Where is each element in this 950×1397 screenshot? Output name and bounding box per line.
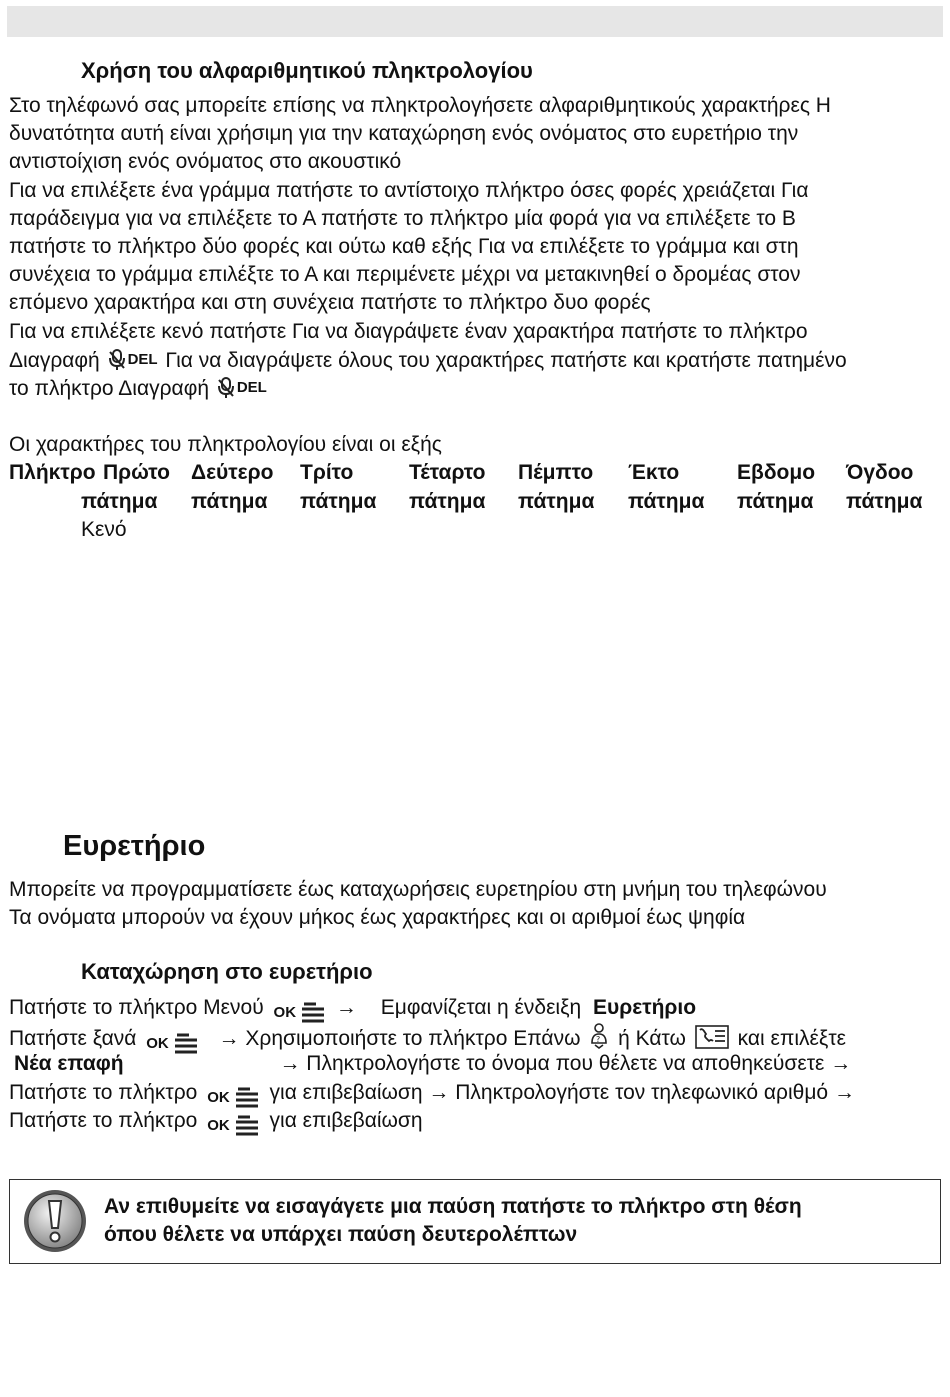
table-cell-space: Κενό — [81, 518, 127, 541]
ok-label: OK — [146, 1035, 169, 1052]
para1-line3: αντιστοίχιση ενός ονόματος στο ακουστικό — [9, 150, 402, 173]
para1-line2: δυνατότητα αυτή είναι χρήσιμη για την καταχώρηση ενός ονόματος στο ευρετήριο την — [9, 122, 799, 145]
para3-line2 — [9, 347, 847, 374]
del-key-label: DEL — [236, 379, 267, 396]
para3-line2-end: Για να διαγράψετε όλους του χαρακτήρες πατήστε και κρατήστε πατημένο — [165, 349, 847, 372]
step-5 — [9, 1108, 423, 1139]
step-2-text-c: ή Κάτω — [618, 1027, 686, 1050]
step-3-text: Πληκτρολογήστε το όνομα που θέλετε να αποθηκεύσετε — [306, 1052, 825, 1075]
table-header-sixth: Έκτο — [628, 461, 680, 484]
step-4-text: Πατήστε το πλήκτρο — [9, 1081, 198, 1104]
step-4-text-c: Πληκτρολογήστε τον τηλεφωνικό αριθμό — [455, 1081, 829, 1104]
table-header-press: πάτημα — [409, 490, 486, 513]
para2-line1: Για να επιλέξετε ένα γράμμα πατήστε το αντίστοιχο πλήκτρο όσες φορές χρειάζεται Για — [9, 179, 809, 202]
table-header-press: πάτημα — [846, 490, 923, 513]
del-key-icon — [217, 375, 267, 401]
para2-line4: συνέχεια το γράμμα επιλέξτε το Α και περιμένετε μέχρι να μετακινηθεί ο δρομέας στον — [9, 263, 801, 286]
del-key-label: DEL — [127, 351, 158, 368]
step-4 — [9, 1080, 855, 1111]
table-intro: Οι χαρακτήρες του πληκτρολογίου είναι οι εξής — [9, 433, 442, 456]
table-header-eighth: Όγδοο — [846, 461, 914, 484]
table-header-press: πάτημα — [628, 490, 705, 513]
del-key-icon — [108, 347, 158, 373]
para3-line2-start: Διαγραφή — [9, 349, 100, 372]
table-header-key: Πλήκτρο — [9, 461, 96, 484]
step-2-text: Πατήστε ξανά — [9, 1027, 137, 1050]
table-header-press: πάτημα — [81, 490, 158, 513]
table-header-second: Δεύτερο — [191, 461, 274, 484]
step-3 — [9, 1051, 851, 1077]
table-header-fifth: Πέμπτο — [518, 461, 594, 484]
svg-text:?: ? — [596, 1035, 601, 1044]
step-1-text-b: Εμφανίζεται η ένδειξη — [380, 996, 582, 1019]
ok-label: OK — [273, 1004, 297, 1021]
table-header-press: πάτημα — [518, 490, 595, 513]
arrow-icon: → — [335, 996, 357, 1019]
phonebook-entry-heading: Καταχώρηση στο ευρετήριο — [81, 959, 373, 984]
step-1 — [9, 995, 696, 1026]
keyboard-heading: Χρήση του αλφαριθμητικού πληκτρολογίου — [81, 58, 533, 83]
ok-label: OK — [207, 1089, 230, 1106]
para2-line2: παράδειγμα για να επιλέξετε το Α πατήστε το πλήκτρο μία φορά για να επιλέξετε το Β — [9, 207, 796, 230]
top-header-bar — [7, 6, 943, 37]
arrow-icon: → — [428, 1081, 450, 1104]
ok-label: OK — [207, 1117, 230, 1134]
note-line1: Αν επιθυμείτε να εισαγάγετε μια παύση πατήστε το πλήκτρο στη θέση — [104, 1195, 802, 1218]
para2-line5: επόμενο χαρακτήρα και στη συνέχεια πατήστε το πλήκτρο δυο φορές — [9, 291, 651, 314]
arrow-icon: → — [279, 1052, 301, 1075]
para2-line3: πατήστε το πλήκτρο δύο φορές και ούτω καθ εξής Για να επιλέξετε το γράμμα και στη — [9, 235, 799, 258]
table-header-press: πάτημα — [300, 490, 377, 513]
para1-line1: Στο τηλέφωνό σας μπορείτε επίσης να πληκτρολογήσετε αλφαριθμητικούς χαρακτήρες Η — [9, 94, 831, 117]
para3-line3-text: το πλήκτρο Διαγραφή — [9, 377, 209, 400]
table-header-press: πάτημα — [191, 490, 268, 513]
para3-line1: Για να επιλέξετε κενό πατήστε Για να διαγράψετε έναν χαρακτήρα πατήστε το πλήκτρο — [9, 320, 808, 343]
table-header-first: Πρώτο — [103, 461, 170, 484]
note-line2: όπου θέλετε να υπάρχει παύση δευτερολέπτων — [104, 1223, 578, 1246]
phonebook-label: Ευρετήριο — [593, 996, 697, 1019]
step-2-text-d: και επιλέξτε — [737, 1027, 846, 1050]
exclamation-icon — [22, 1188, 88, 1260]
table-header-seventh: Εβδομο — [737, 461, 816, 484]
step-2-text-b: Χρησιμοποιήστε το πλήκτρο Επάνω — [245, 1027, 581, 1050]
table-header-fourth: Τέταρτο — [409, 461, 486, 484]
new-contact-label: Νέα επαφή — [14, 1052, 124, 1075]
arrow-icon: → — [218, 1027, 240, 1050]
arrow-icon: → — [833, 1081, 855, 1104]
phonebook-intro-line1: Μπορείτε να προγραμματίσετε έως καταχωρήσεις ευρετηρίου στη μνήμη του τηλεφώνου — [9, 878, 827, 901]
step-4-text-b: για επιβεβαίωση — [269, 1081, 423, 1104]
step-5-text-b: για επιβεβαίωση — [269, 1109, 423, 1132]
step-5-text: Πατήστε το πλήκτρο — [9, 1109, 198, 1132]
arrow-icon: → — [830, 1052, 852, 1075]
phonebook-intro-line2: Τα ονόματα μπορούν να έχουν μήκος έως χαρακτήρες και οι αριθμοί έως ψηφία — [9, 906, 746, 929]
para3-line3 — [9, 375, 269, 402]
step-1-text: Πατήστε το πλήκτρο Μενού — [9, 996, 264, 1019]
table-header-press: πάτημα — [737, 490, 814, 513]
ok-menu-key-icon — [207, 1113, 260, 1139]
table-header-third: Τρίτο — [300, 461, 354, 484]
phonebook-title: Ευρετήριο — [63, 830, 206, 862]
